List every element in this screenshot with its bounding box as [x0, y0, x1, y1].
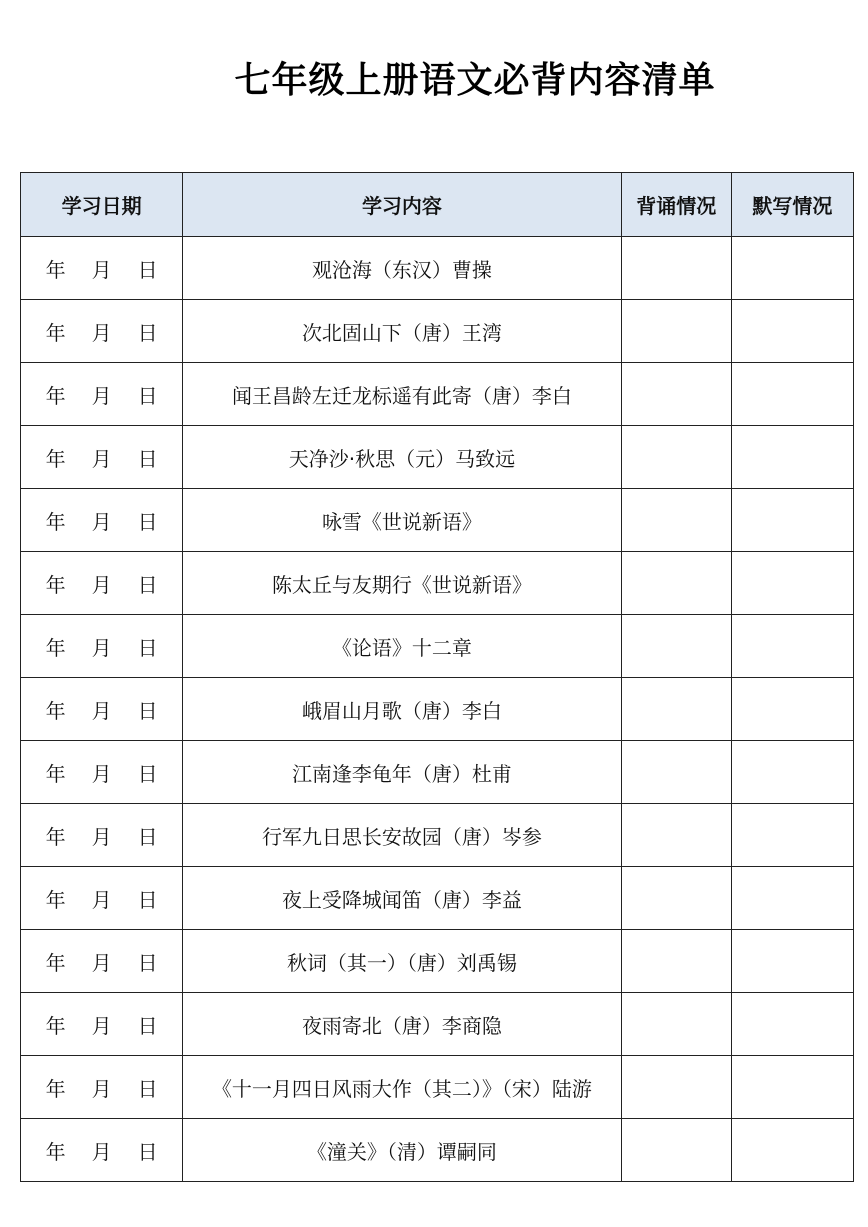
write-status-cell[interactable]	[731, 300, 853, 363]
date-cell[interactable]	[21, 993, 183, 1056]
content-cell: 夜上受降城闻笛（唐）李益	[183, 867, 622, 930]
recite-status-cell[interactable]	[621, 426, 731, 489]
table-row	[21, 930, 854, 993]
date-cell[interactable]	[21, 237, 183, 300]
table-row	[21, 489, 854, 552]
date-year-label: 年	[45, 383, 66, 408]
write-status-cell[interactable]	[731, 867, 853, 930]
date-year-label: 年	[45, 1076, 66, 1101]
date-cell[interactable]	[21, 363, 183, 426]
write-status-cell[interactable]	[731, 678, 853, 741]
date-month-label: 月	[91, 257, 112, 282]
table-row	[21, 363, 854, 426]
date-day-label: 日	[137, 257, 158, 282]
table-row	[21, 615, 854, 678]
recite-status-cell[interactable]	[621, 615, 731, 678]
date-month-label: 月	[91, 887, 112, 912]
table-row	[21, 1056, 854, 1119]
recitation-checklist-table	[20, 172, 854, 1182]
date-cell[interactable]	[21, 804, 183, 867]
recite-status-cell[interactable]	[621, 678, 731, 741]
content-cell: 行军九日思长安故园（唐）岑参	[183, 804, 622, 867]
table-row	[21, 552, 854, 615]
table-body	[21, 237, 854, 1182]
date-day-label: 日	[137, 761, 158, 786]
write-status-cell[interactable]	[731, 615, 853, 678]
content-cell: 《论语》十二章	[183, 615, 622, 678]
content-cell: 陈太丘与友期行《世说新语》	[183, 552, 622, 615]
date-day-label: 日	[137, 950, 158, 975]
date-year-label: 年	[45, 572, 66, 597]
date-month-label: 月	[91, 509, 112, 534]
date-year-label: 年	[45, 509, 66, 534]
write-status-cell[interactable]	[731, 930, 853, 993]
date-cell[interactable]	[21, 867, 183, 930]
date-cell[interactable]	[21, 300, 183, 363]
table-row	[21, 1119, 854, 1182]
date-day-label: 日	[137, 572, 158, 597]
content-cell: 天净沙·秋思（元）马致远	[183, 426, 622, 489]
date-month-label: 月	[91, 446, 112, 471]
date-cell[interactable]	[21, 615, 183, 678]
date-day-label: 日	[137, 1139, 158, 1164]
page-title: 七年级上册语文必背内容清单	[234, 60, 716, 101]
date-cell[interactable]	[21, 426, 183, 489]
date-month-label: 月	[91, 1013, 112, 1038]
date-cell[interactable]	[21, 489, 183, 552]
write-status-cell[interactable]	[731, 1056, 853, 1119]
date-year-label: 年	[45, 446, 66, 471]
recite-status-cell[interactable]	[621, 804, 731, 867]
content-cell: 次北固山下（唐）王湾	[183, 300, 622, 363]
date-year-label: 年	[45, 635, 66, 660]
recite-status-cell[interactable]	[621, 1056, 731, 1119]
header-write: 默写情况	[731, 173, 853, 237]
date-year-label: 年	[45, 761, 66, 786]
recite-status-cell[interactable]	[621, 930, 731, 993]
header-content: 学习内容	[183, 173, 622, 237]
table-row	[21, 867, 854, 930]
date-cell[interactable]	[21, 1056, 183, 1119]
date-cell[interactable]	[21, 741, 183, 804]
date-year-label: 年	[45, 824, 66, 849]
recite-status-cell[interactable]	[621, 552, 731, 615]
date-cell[interactable]	[21, 678, 183, 741]
header-date: 学习日期	[21, 173, 183, 237]
content-cell: 秋词（其一）（唐）刘禹锡	[183, 930, 622, 993]
content-cell: 《潼关》（清）谭嗣同	[183, 1119, 622, 1182]
date-month-label: 月	[91, 383, 112, 408]
date-year-label: 年	[45, 887, 66, 912]
write-status-cell[interactable]	[731, 804, 853, 867]
date-cell[interactable]	[21, 1119, 183, 1182]
date-day-label: 日	[137, 824, 158, 849]
recite-status-cell[interactable]	[621, 300, 731, 363]
recite-status-cell[interactable]	[621, 489, 731, 552]
content-cell: 夜雨寄北（唐）李商隐	[183, 993, 622, 1056]
content-cell: 峨眉山月歌（唐）李白	[183, 678, 622, 741]
date-month-label: 月	[91, 824, 112, 849]
date-year-label: 年	[45, 1013, 66, 1038]
write-status-cell[interactable]	[731, 993, 853, 1056]
date-month-label: 月	[91, 1076, 112, 1101]
recite-status-cell[interactable]	[621, 741, 731, 804]
date-month-label: 月	[91, 698, 112, 723]
date-month-label: 月	[91, 950, 112, 975]
date-cell[interactable]	[21, 552, 183, 615]
table-row	[21, 741, 854, 804]
content-cell: 江南逢李龟年（唐）杜甫	[183, 741, 622, 804]
recite-status-cell[interactable]	[621, 867, 731, 930]
date-day-label: 日	[137, 635, 158, 660]
content-cell: 《十一月四日风雨大作（其二）》（宋）陆游	[183, 1056, 622, 1119]
header-recite: 背诵情况	[621, 173, 731, 237]
table-row	[21, 804, 854, 867]
write-status-cell[interactable]	[731, 1119, 853, 1182]
write-status-cell[interactable]	[731, 489, 853, 552]
write-status-cell[interactable]	[731, 237, 853, 300]
content-cell: 闻王昌龄左迁龙标遥有此寄（唐）李白	[183, 363, 622, 426]
recite-status-cell[interactable]	[621, 363, 731, 426]
table-row	[21, 678, 854, 741]
date-month-label: 月	[91, 635, 112, 660]
date-day-label: 日	[137, 1013, 158, 1038]
table-row	[21, 300, 854, 363]
content-cell: 咏雪《世说新语》	[183, 489, 622, 552]
date-day-label: 日	[137, 509, 158, 534]
write-status-cell[interactable]	[731, 363, 853, 426]
table-row	[21, 237, 854, 300]
date-day-label: 日	[137, 446, 158, 471]
write-status-cell[interactable]	[731, 552, 853, 615]
date-day-label: 日	[137, 320, 158, 345]
table-row	[21, 993, 854, 1056]
date-day-label: 日	[137, 383, 158, 408]
recite-status-cell[interactable]	[621, 1119, 731, 1182]
date-year-label: 年	[45, 1139, 66, 1164]
date-month-label: 月	[91, 1139, 112, 1164]
date-year-label: 年	[45, 698, 66, 723]
table-header-row	[21, 173, 854, 237]
date-day-label: 日	[137, 1076, 158, 1101]
date-month-label: 月	[91, 320, 112, 345]
table-row	[21, 426, 854, 489]
date-day-label: 日	[137, 887, 158, 912]
write-status-cell[interactable]	[731, 741, 853, 804]
content-cell: 观沧海（东汉）曹操	[183, 237, 622, 300]
date-day-label: 日	[137, 698, 158, 723]
write-status-cell[interactable]	[731, 426, 853, 489]
recite-status-cell[interactable]	[621, 237, 731, 300]
date-cell[interactable]	[21, 930, 183, 993]
date-month-label: 月	[91, 761, 112, 786]
date-month-label: 月	[91, 572, 112, 597]
date-year-label: 年	[45, 320, 66, 345]
recite-status-cell[interactable]	[621, 993, 731, 1056]
date-year-label: 年	[45, 950, 66, 975]
date-year-label: 年	[45, 257, 66, 282]
